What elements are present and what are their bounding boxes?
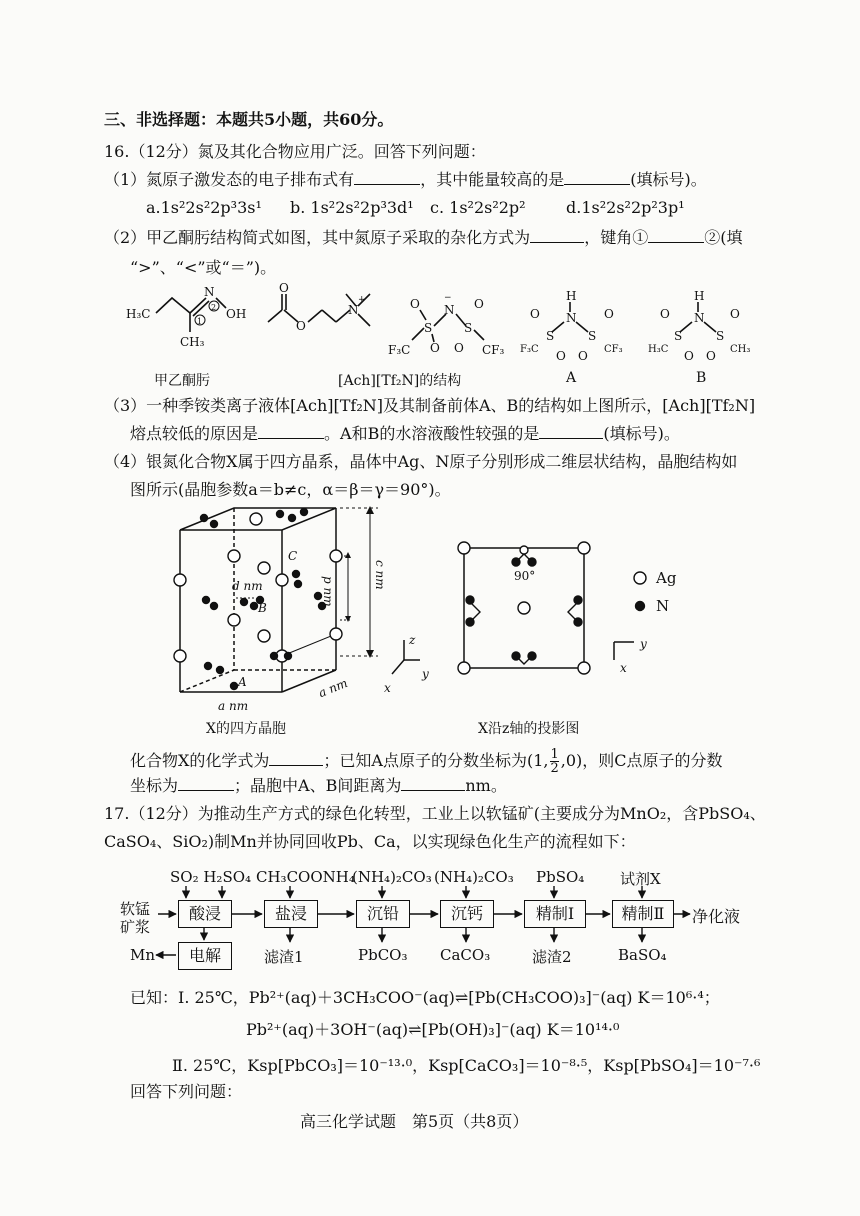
step-refine-1: 精制Ⅰ xyxy=(524,900,586,928)
q16-part2: （2）甲乙酮肟结构简式如图，其中氮原子采取的杂化方式为 ，键角① ②(填 xyxy=(104,228,743,247)
label-b: B xyxy=(258,601,267,615)
product-baso4: BaSO₄ xyxy=(618,946,667,964)
svg-text:O: O xyxy=(474,297,484,311)
svg-text:S: S xyxy=(464,321,473,335)
label-a-side: a nm xyxy=(316,675,350,701)
known-3: Ⅱ. 25℃，Ksp[PbCO₃]＝10⁻¹³·⁰，Ksp[CaCO₃]＝10⁻⁸·⁵，Ksp[PbSO₄]＝10⁻⁷·⁶ xyxy=(172,1056,761,1075)
svg-text:O: O xyxy=(296,319,306,333)
proj-axis-x: x xyxy=(620,661,627,675)
svg-text:O: O xyxy=(279,281,289,295)
q16-part1: （1）氮原子激发态的电子排布式有 ，其中能量较高的是 (填标号)。 xyxy=(104,170,707,189)
svg-text:CF₃: CF₃ xyxy=(482,343,505,357)
svg-text:N: N xyxy=(694,311,705,325)
proj-axis-y: y xyxy=(640,637,647,651)
reagent-1: SO₂ H₂SO₄ xyxy=(170,868,252,886)
svg-text:N: N xyxy=(204,285,215,299)
reagent-5: PbSO₄ xyxy=(536,868,585,886)
step-acid-leach: 酸浸 xyxy=(178,900,232,928)
svg-text:O: O xyxy=(684,349,694,363)
svg-text:S: S xyxy=(546,329,555,343)
q16-part4-line2: 图所示(晶胞参数a＝b≠c，α＝β＝γ＝90°)。 xyxy=(130,480,451,499)
q16-part4-q1: 化合物X的化学式为 ；已知A点原子的分数坐标为(1, $\frac{1}{2}$ ,0)，则C点原子的分数 xyxy=(130,747,723,776)
label-c: C xyxy=(288,549,298,563)
q16-option-d: d.1s²2s²2p²3p¹ xyxy=(566,198,685,217)
step-calcium-precip: 沉钙 xyxy=(440,900,494,928)
svg-text:N: N xyxy=(566,311,577,325)
product-residue-1: 滤渣1 xyxy=(264,948,304,966)
step-salt-leach: 盐浸 xyxy=(264,900,318,928)
svg-text:N: N xyxy=(444,303,455,317)
reagent-2: CH₃COONH₄ xyxy=(256,868,355,886)
svg-text:O: O xyxy=(530,307,540,321)
svg-text:S: S xyxy=(588,329,597,343)
output-label: 净化液 xyxy=(692,907,741,926)
svg-text:F₃C: F₃C xyxy=(520,344,539,355)
q16-option-b: b. 1s²2s²2p³3d¹ xyxy=(290,198,414,217)
svg-text:1: 1 xyxy=(197,317,203,326)
known-2: Pb²⁺(aq)＋3OH⁻(aq)⇌[Pb(OH)₃]⁻(aq) K＝10¹⁴·⁰ xyxy=(246,1020,620,1039)
caption-a: A xyxy=(566,370,577,386)
step-electrolysis: 电解 xyxy=(178,942,232,970)
svg-text:O: O xyxy=(706,349,716,363)
svg-text:S: S xyxy=(716,329,725,343)
label-c-dim: c nm xyxy=(373,560,387,590)
product-pbco3: PbCO₃ xyxy=(358,946,408,964)
svg-text:S: S xyxy=(674,329,683,343)
fraction: $\frac{1}{2}$ xyxy=(550,747,559,776)
svg-text:CF₃: CF₃ xyxy=(604,344,623,355)
reagent-4: (NH₄)₂CO₃ xyxy=(434,868,514,886)
step-lead-precip: 沉铅 xyxy=(356,900,410,928)
axis-x: x xyxy=(384,681,391,695)
label-p: p nm xyxy=(321,576,335,607)
q16-part3-line2: 熔点较低的原因是 。A和B的水溶液酸性较强的是 (填标号)。 xyxy=(130,424,680,443)
caption-butanone-oxime: 甲乙酮肟 xyxy=(154,373,210,389)
svg-text:O: O xyxy=(430,341,440,355)
answer-prompt: 回答下列问题： xyxy=(130,1082,243,1101)
section-title: 三、非选择题：本题共5小题，共60分。 xyxy=(104,110,394,129)
axis-z: z xyxy=(409,633,416,647)
svg-text:O: O xyxy=(730,307,740,321)
legend-ag-label: Ag xyxy=(656,569,677,587)
q16-option-c: c. 1s²2s²2p² xyxy=(430,198,526,217)
svg-text:2: 2 xyxy=(211,303,217,312)
svg-text:H: H xyxy=(694,289,705,303)
product-caco3: CaCO₃ xyxy=(440,946,491,964)
svg-text:H₃C: H₃C xyxy=(126,307,151,321)
q17-line2: CaSO₄、SiO₂)制Mn并协同回收Pb、Ca，以实现绿色化生产的流程如下： xyxy=(104,832,636,851)
step-refine-2: 精制Ⅱ xyxy=(612,900,674,928)
svg-text:OH: OH xyxy=(226,307,247,321)
svg-text:CH₃: CH₃ xyxy=(180,335,205,349)
product-residue-2: 滤渣2 xyxy=(532,948,572,966)
label-a-point: A xyxy=(238,675,247,689)
page-footer: 高三化学试题 第5页（共8页） xyxy=(300,1112,529,1131)
feed-label-2: 矿浆 xyxy=(120,918,151,936)
svg-text:N: N xyxy=(348,303,359,317)
svg-text:O: O xyxy=(556,349,566,363)
caption-ach-tf2n: [Ach][Tf₂N]的结构 xyxy=(338,373,462,389)
caption-b: B xyxy=(696,370,707,386)
q17-line1: 17.（12分）为推动生产方式的绿色化转型，工业上以软锰矿(主要成分为MnO₂，含PbSO₄、 xyxy=(104,804,766,823)
feed-label-1: 软锰 xyxy=(120,900,151,918)
legend-n-label: N xyxy=(656,597,670,615)
q16-part2-line2: “>”、“<”或“＝”)。 xyxy=(130,258,277,277)
svg-text:−: − xyxy=(444,293,452,303)
caption-cell: X的四方晶胞 xyxy=(206,721,286,737)
svg-text:H: H xyxy=(566,289,577,303)
q16-part4-line1: （4）银氮化合物X属于四方晶系，晶体中Ag、N原子分别形成二维层状结构，晶胞结构如 xyxy=(104,452,738,471)
caption-projection: X沿z轴的投影图 xyxy=(478,721,580,737)
label-d: d nm xyxy=(232,579,263,593)
svg-text:S: S xyxy=(424,321,433,335)
svg-text:O: O xyxy=(604,307,614,321)
svg-text:F₃C: F₃C xyxy=(388,343,411,357)
svg-text:+: + xyxy=(358,295,366,305)
known-1: 已知：Ⅰ. 25℃，Pb²⁺(aq)＋3CH₃COO⁻(aq)⇌[Pb(CH₃COO)₃]⁻(aq) K＝10⁶·⁴； xyxy=(130,988,720,1007)
svg-text:O: O xyxy=(578,349,588,363)
svg-text:H₃C: H₃C xyxy=(648,344,669,355)
svg-text:O: O xyxy=(454,341,464,355)
q16-option-a: a.1s²2s²2p³3s¹ xyxy=(146,198,262,217)
q16-part3-line1: （3）一种季铵类离子液体[Ach][Tf₂N]及其制备前体A、B的结构如上图所示，[Ach][Tf₂N] xyxy=(104,396,756,415)
axis-y: y xyxy=(422,667,429,681)
angle-label: 90° xyxy=(514,569,536,583)
reagent-3: (NH₄)₂CO₃ xyxy=(352,868,432,886)
svg-text:O: O xyxy=(660,307,670,321)
reagent-6: 试剂X xyxy=(620,870,661,888)
mn-label: Mn xyxy=(130,946,156,964)
svg-text:O: O xyxy=(410,297,420,311)
label-a-bottom: a nm xyxy=(218,699,249,713)
q16-part4-q2: 坐标为 ；晶胞中A、B间距离为 nm。 xyxy=(130,776,507,795)
q16-intro: 16.（12分）氮及其化合物应用广泛。回答下列问题： xyxy=(104,142,486,161)
svg-text:CH₃: CH₃ xyxy=(730,344,751,355)
